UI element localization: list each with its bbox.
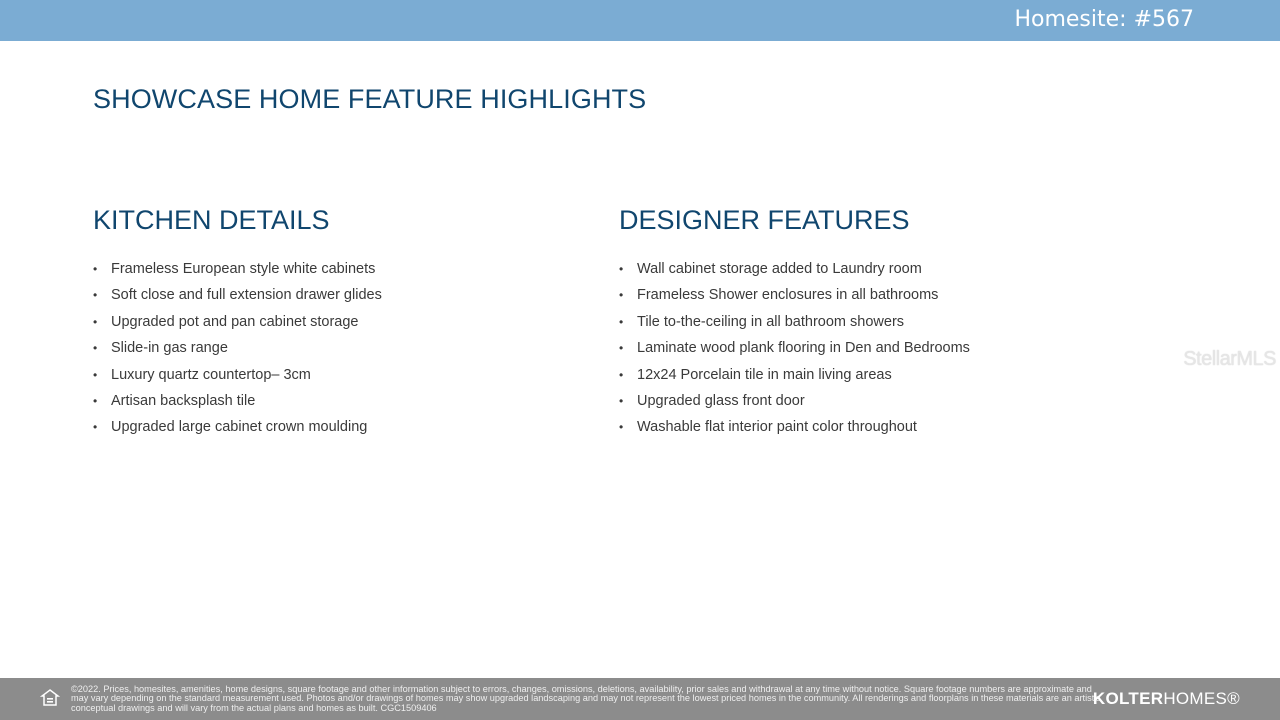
bullet-icon: •: [619, 394, 624, 409]
list-item: [619, 388, 1099, 414]
logo-light-text: HOMES®: [1163, 689, 1240, 708]
list-item: [93, 256, 573, 282]
feature-text: Soft close and full extension drawer glides: [111, 287, 382, 304]
bullet-icon: •: [619, 262, 624, 276]
list-item: [93, 335, 573, 361]
feature-text: 12x24 Porcelain tile in main living areas: [637, 366, 892, 383]
list-item: [93, 309, 573, 335]
footer-disclaimer: ©2022. Prices, homesites, amenities, home designs, square footage and other information subject to errors, changes, omissions, deletions, availability, prior sales and withdrawal at any time without notice. Square footage numbers are approximate and may vary depending on the standard measurement used. Photos and/or drawings of homes may show upgraded landscaping and may not represent the lowest priced homes in the community. All renderings and floorplans in these materials are an artist's conceptual drawings and will vary from the actual plans and homes as built. CGC1509406: [71, 684, 1101, 713]
designer-features-heading: DESIGNER FEATURES: [619, 205, 910, 235]
stellarmls-watermark: StellarMLS: [1183, 348, 1276, 370]
kitchen-feature-list: [93, 256, 573, 441]
top-bar: [0, 0, 1280, 41]
bullet-icon: •: [619, 341, 624, 356]
bullet-icon: •: [93, 262, 98, 276]
feature-text: Washable flat interior paint color throughout: [637, 419, 917, 436]
feature-text: Frameless Shower enclosures in all bathrooms: [637, 287, 939, 304]
list-item: [619, 414, 1099, 440]
bullet-icon: •: [93, 420, 98, 435]
feature-text: Tile to-the-ceiling in all bathroom showers: [637, 313, 905, 330]
feature-text: Slide-in gas range: [111, 340, 228, 357]
feature-text: Luxury quartz countertop– 3cm: [111, 366, 311, 383]
bullet-icon: •: [619, 314, 624, 329]
kolter-homes-logo: [1093, 689, 1240, 709]
feature-text: Frameless European style white cabinets: [111, 261, 376, 277]
designer-features-section: [619, 205, 1099, 441]
list-item: [619, 362, 1099, 388]
feature-text: Upgraded pot and pan cabinet storage: [111, 313, 359, 330]
list-item: [93, 362, 573, 388]
homesite-label: Homesite: #567: [1014, 7, 1194, 32]
bullet-icon: •: [93, 341, 98, 356]
logo-bold-text: KOLTER: [1092, 689, 1164, 708]
bullet-icon: •: [619, 420, 624, 435]
bullet-icon: •: [93, 288, 98, 303]
list-item: [619, 309, 1099, 335]
list-item: [93, 282, 573, 308]
list-item: [619, 256, 1099, 282]
footer: [0, 678, 1280, 720]
feature-text: Wall cabinet storage added to Laundry room: [637, 261, 922, 277]
bullet-icon: •: [93, 367, 98, 382]
kitchen-details-heading: KITCHEN DETAILS: [93, 205, 330, 235]
bullet-icon: •: [93, 394, 98, 409]
kitchen-details-section: [93, 205, 573, 441]
list-item: [619, 282, 1099, 308]
bullet-icon: •: [619, 367, 624, 382]
designer-feature-list: [619, 256, 1099, 441]
bullet-icon: •: [93, 314, 98, 329]
list-item: [619, 335, 1099, 361]
list-item: [93, 388, 573, 414]
page-title: SHOWCASE HOME FEATURE HIGHLIGHTS: [93, 84, 647, 114]
feature-text: Upgraded glass front door: [637, 393, 805, 410]
feature-text: Upgraded large cabinet crown moulding: [111, 419, 368, 436]
bullet-icon: •: [619, 288, 624, 303]
feature-text: Artisan backsplash tile: [111, 393, 256, 410]
feature-text: Laminate wood plank flooring in Den and Bedrooms: [637, 340, 970, 357]
list-item: [93, 414, 573, 440]
equal-housing-icon: [40, 688, 60, 708]
